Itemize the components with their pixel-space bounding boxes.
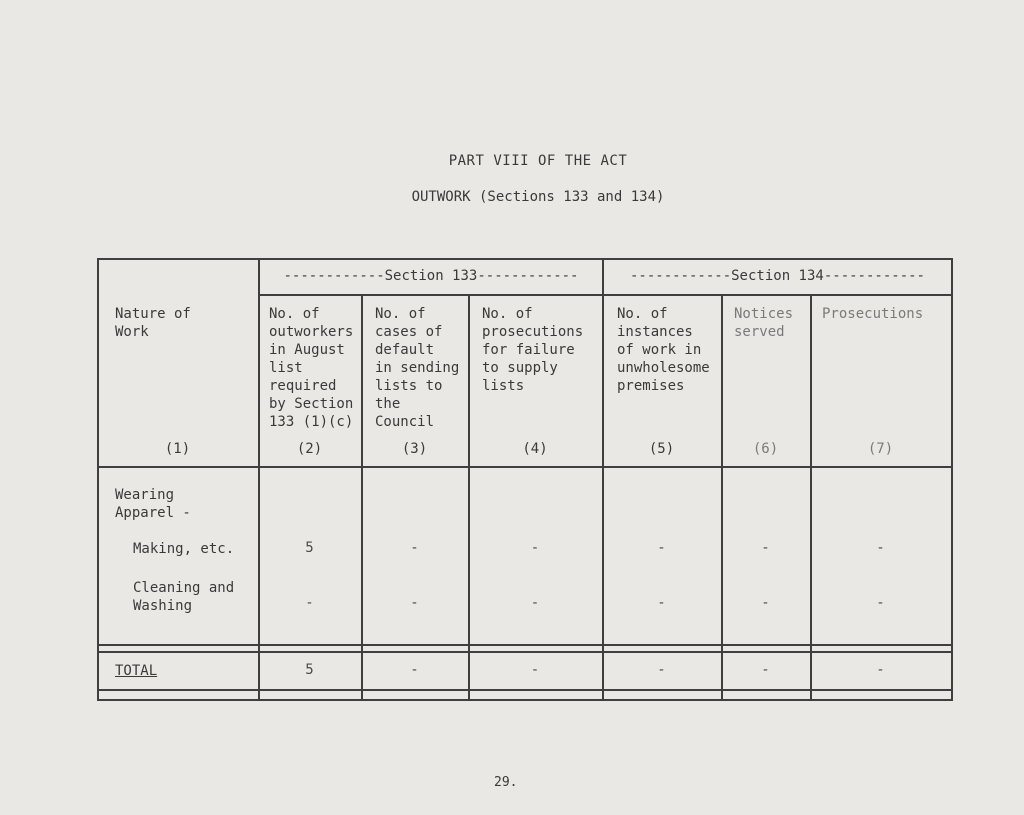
page-title: PART VIII OF THE ACT <box>448 153 628 169</box>
total-top-rule <box>97 644 953 646</box>
column-header-nature-of-work: Nature of Work <box>115 306 191 340</box>
table-cell: - <box>530 595 540 611</box>
total-cell: - <box>761 662 770 678</box>
column-divider <box>361 294 363 701</box>
column-number: (7) <box>867 441 894 457</box>
column-divider <box>810 294 812 701</box>
table-cell: - <box>305 595 314 611</box>
column-header-unwholesome-premises: No. of instances of work in unwholesome premises <box>617 306 710 394</box>
outwork-table <box>97 258 953 701</box>
table-cell: - <box>761 595 770 611</box>
column-header-notices-served: Notices served <box>734 306 794 340</box>
section-133-label: ------------Section 133------------ <box>283 268 579 284</box>
table-cell: 5 <box>305 540 314 556</box>
table-border-bottom <box>97 699 953 701</box>
table-cell: - <box>876 540 885 556</box>
header-bottom-rule <box>97 466 953 468</box>
total-cell: - <box>657 662 666 678</box>
total-cell: - <box>530 662 540 678</box>
page-number: 29. <box>494 775 518 790</box>
table-cell: - <box>876 595 885 611</box>
column-divider <box>602 258 604 701</box>
row-label-making: Making, etc. <box>133 541 235 557</box>
section-134-label: ------------Section 134------------ <box>629 268 925 284</box>
column-divider <box>721 294 723 701</box>
table-border-top <box>97 258 953 260</box>
column-number: (3) <box>401 441 428 457</box>
table-cell: - <box>657 595 666 611</box>
column-number: (4) <box>522 441 548 457</box>
total-cell: - <box>410 662 419 678</box>
group-header-rule <box>258 294 953 296</box>
column-header-outworkers: No. of outworkers in August list required by Section 133 (1)(c) <box>269 306 354 430</box>
total-bottom-rule <box>97 689 953 691</box>
column-header-cases-of-default: No. of cases of default in sending lists to the Council <box>375 306 460 430</box>
table-cell: - <box>761 540 770 556</box>
column-number: (1) <box>164 441 191 457</box>
total-top-rule-2 <box>97 651 953 653</box>
column-divider <box>258 258 260 701</box>
column-number: (6) <box>752 441 779 457</box>
total-cell: - <box>876 662 885 678</box>
column-header-prosecutions: Prosecutions <box>822 306 924 322</box>
table-cell: - <box>657 540 666 556</box>
column-divider <box>468 294 470 701</box>
table-border-left <box>97 258 99 701</box>
column-number: (2) <box>296 441 323 457</box>
category-label: Wearing Apparel - <box>115 487 191 521</box>
column-number: (5) <box>648 441 675 457</box>
table-border-right <box>951 258 953 701</box>
column-header-prosecutions-failure: No. of prosecutions for failure to supply lists <box>482 306 584 394</box>
total-cell: 5 <box>305 662 314 678</box>
table-cell: - <box>410 595 419 611</box>
table-cell: - <box>410 540 419 556</box>
table-cell: - <box>530 540 540 556</box>
row-label-cleaning: Cleaning and Washing <box>133 580 235 614</box>
page-subtitle: OUTWORK (Sections 133 and 134) <box>411 189 665 205</box>
total-label: TOTAL <box>115 663 158 679</box>
